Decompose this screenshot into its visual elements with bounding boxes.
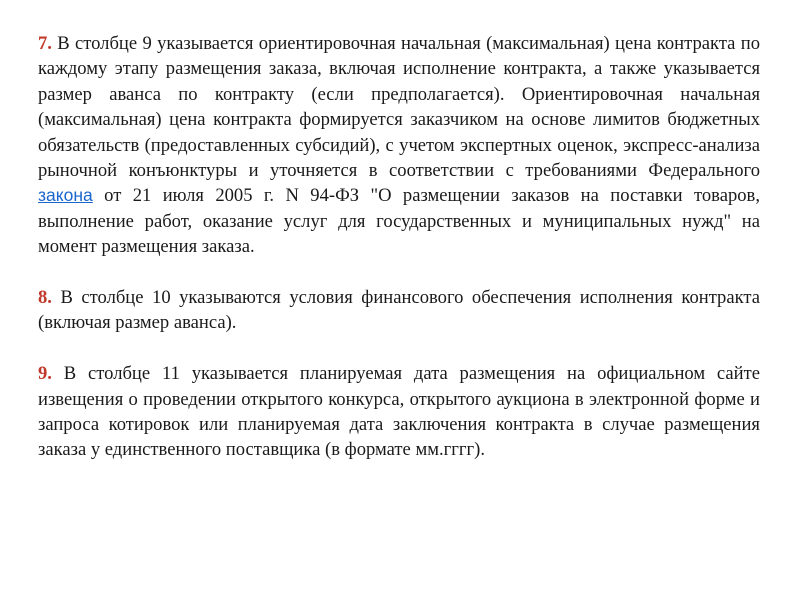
- law-link[interactable]: закона: [38, 185, 93, 206]
- paragraph-number: 7.: [38, 33, 52, 54]
- paragraph-number: 9.: [38, 363, 52, 385]
- instructions-text: [38, 31, 760, 488]
- paragraph-7: [38, 31, 760, 260]
- paragraph-text: В столбце 10 указываются условия финансового обеспечения исполнения контракта (включая размер аванса).: [38, 287, 760, 334]
- paragraph-8: [38, 285, 760, 336]
- paragraph-text-continued: от 21 июля 2005 г. N 94-ФЗ "О размещении заказов на поставки товаров, выполнение работ, оказание услуг для государственных и муниципальных нужд" на момент размещения заказа.: [38, 185, 760, 258]
- paragraph-number: 8.: [38, 287, 52, 309]
- paragraph-text: В столбце 11 указывается планируемая дата размещения на официальном сайте извещения о проведении открытого конкурса, открытого аукциона в электронной форме и запроса котировок или планируемая дата заключения контракта в случае размещения заказа у единственного поставщика (в формате мм.гггг).: [38, 363, 760, 461]
- paragraph-9: [38, 361, 760, 463]
- paragraph-text: В столбце 9 указывается ориентировочная начальная (максимальная) цена контракта по каждому этапу размещения заказа, включая исполнение контракта, а также указывается размер аванса по контракту (если предполагается). Ориентировочная начальная (максимальная) цена контракта формируется заказчиком на основе лимитов бюджетных обязательств (предоставленных субсидий), с учетом экспертных оценок, экспресс-анализа рыночной конъюнктуры и уточняется в соответствии с требованиями Федерального: [38, 33, 760, 182]
